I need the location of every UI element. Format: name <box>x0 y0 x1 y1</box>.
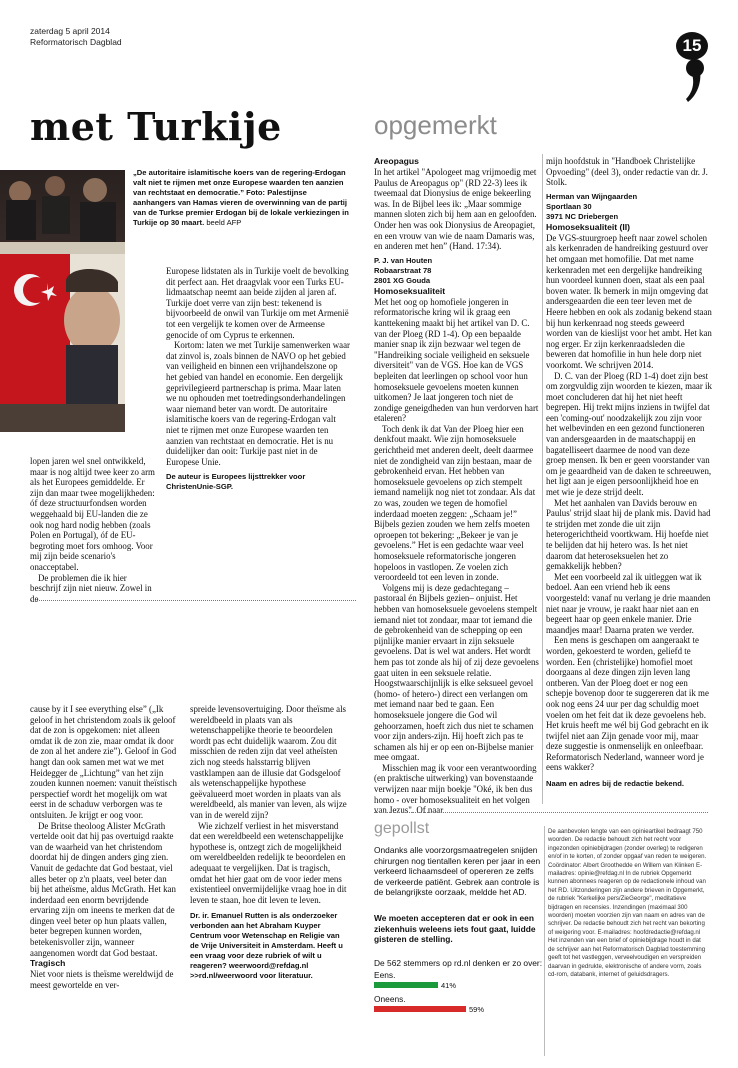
letters-col2 <box>546 156 712 789</box>
paragraph: Volgens mij is deze gedachtegang –pastoraal én Bijbels gezien– onjuist. Het hebben van homoseksuele gevoelens stempelt iemand niet tot zondaar, maar tot iemand die de gebrokenheid van de schepping op een pijnlijke manier ervaart in zijn seksuele gevoelens. Dat is wel wat anders. Het wordt hem pas tot zonde als hij of zij deze gevoelens gaat uiten in een seksuele relatie. Hoogstwaarschijnlijk is elke seksueel gevoel (homo- of hetero-) direct een verlangen om met iemand naar bed te gaan. Een homoseksuele jongere die God wil gehoorzamen, hoeft zich dus niet te schamen voor zijn anders-zijn. Hij hoeft zich pas te schamen als hij er op een on-Bijbelse manier mee omgaat. <box>374 582 539 763</box>
letter-signature-name: Herman van Wijngaarden <box>546 191 638 201</box>
paragraph: Wie zichzelf verliest in het misverstand dat een wereldbeeld een wetenschappelijke hypothese is, ontzegt zich de mogelijkheid om wereldbeelden redelijk te beoordelen en adequaat te vergelijken. Dat is tragisch, omdat het hier gaat om de voor ieder mens existentieel onvermijdelijke vraag hoe in dit leven te staan, hoe dit leven te leven. <box>190 820 347 905</box>
paragraph: Kortom: laten we met Turkije samenwerken waar dat zinvol is, zoals binnen de NAVO op het gebied van veiligheid en binnen een vrijhandelszone op het gebied van handel en economie. Een dergelijk geprivilegieerd partnerschap is prima. Maar laten we nu ophouden met toetredingsonderhandelingen waar niemand beter van wordt. De autoritaire islamitische koers van de regering-Erdogan valt niet te rijmen met onze Europese waarden ten aanzien van rechtstaat en democratie. Het is nu duidelijker dan ooit: Turkije past niet in de Europese Unie. <box>166 340 350 467</box>
paragraph: D. C. van der Ploeg (RD 1-4) doet zijn best om zorgvuldig zijn woorden te kiezen, maar ik moet concluderen dat hij het niet heeft begrepen. Hij trekt mijns inziens in twijfel dat een 'coming-out' noodzakelijk zou zijn voor het welbevinden en een gezond functioneren van andersgeaarden in de maatschappij en bagatelliseert daarmee de nood van deze groep mensen. Ik ben er geen voorstander van om je geaardheid van de daken te schreeuwen, het ligt aan je eigen persoonlijkheid hoe en met wie je deze strijd deelt. <box>546 370 712 498</box>
letter-title-areopagus: Areopagus <box>374 156 419 166</box>
article-bottom-col1 <box>30 704 178 990</box>
article-top-col2 <box>166 266 350 492</box>
letter-signature-city: 3971 NC Driebergen <box>546 211 619 221</box>
poll-percent-oneens: 59% <box>469 1005 485 1014</box>
editorial-info-box: De aanbevolen lengte van een opinieartikel bedraagt 750 woorden. De redactie behoudt zich het recht voor ingezonden opiniebijdragen (zonder overleg) te redigeren en/of in te korten, of zonder opgaaf van reden te weigeren. Coördinator: Albert Groothedde en Willem van Klinken E-mailadres: opinie@refdag.nl In de rubriek Opgemerkt kunnen abonnees reageren op de redactionele inhoud van het RD. Uitzonderingen zijn andere brieven in Opgemerkt, de rubriek "Kerkelijke pers/ZieGeorge", meditatieve bijdragen en recensies. Inzendingen (maximaal 300 woorden) moeten voorzien zijn van naam en adres van de schrijver. De redactie behoudt zich het recht van bekorting of weigering voor. E-mailadres: hoofdredactie@refdag.nl Het inzenden van een brief of opiniebijdrage houdt in dat de schrijver aan het Reformatorisch Dagblad toestemming geeft tot het vastleggen, verveelvoudigen en verspreiden daarvan in gedrukte, elektronische of andere vorm, zoals cd-rom, databank, internet of geluidsdragers. <box>548 828 707 978</box>
page-number: 15 <box>676 32 708 60</box>
newspaper-name: Reformatorisch Dagblad <box>30 37 122 47</box>
paragraph: lopen jaren wel snel ontwikkeld, maar is nog altijd twee keer zo arm als het Europees gemiddelde. Er zijn dan maar twee mogelijkheden: óf deze structuurfondsen worden weggehaald bij EU-landen die ze ook nog hard nodig hebben (zoals Polen en Portugal), óf de EU-begroting moet fors omhoog. Voor mij zijn beide scenario's onacceptabel. <box>30 456 155 572</box>
photo-credit: beeld AFP <box>206 218 242 227</box>
article-bottom-col2 <box>190 704 350 981</box>
poll-percent-eens: 41% <box>441 981 457 990</box>
paragraph: cause by it I see everything else” („Ik geloof in het christendom zoals ik geloof dat de zon is opgekomen: niet alleen omdat ik de zon zie, maar omdat ik door de zon al het andere zie”). Geloof in God hangt dan ook samen met wat we met Heidegger de „Lichtung” van het zijn zouden kunnen noemen: vanuit theïstisch perspectief wordt het mogelijk om wat eerst in de schaduw verborgen was te ontsluiten. Je krijgt er oog voor. <box>30 704 177 820</box>
letter-signature-city: 2801 XG Gouda <box>374 275 431 285</box>
poll-option-label: Oneens. <box>374 994 406 1004</box>
letter-signature-street: Robaarstraat 78 <box>374 265 432 275</box>
paragraph: mijn hoofdstuk in "Handboek Christelijke Opvoeding" (deel 3), onder redactie van dr. J. Stolk. <box>546 156 708 188</box>
letter-body: In het artikel "Apologeet mag vrijmoedig met Paulus de Areopagus op" (RD 22-3) lees ik tweemaal dat Dionysius de enige bekeerling was. In de Bijbel lees ik: „Maar sommige mannen sloten zich bij hem aan en geloofden. Onder hen was ook Dionysius de Areopagiet, en een vrouw van wie de naam Damaris was, en anderen met hen” (Hand. 17:34). <box>374 167 537 252</box>
section-title-opgemerkt: opgemerkt <box>374 110 497 140</box>
poll-question: We moeten accepteren dat er ook in een ziekenhuis weleens iets fout gaat, luidde gisteren de stelling. <box>374 913 536 945</box>
letters-col1 <box>374 156 540 816</box>
letter-signature-name: P. J. van Houten <box>374 255 433 265</box>
paragraph: Met het oog op homofiele jongeren in reformatorische kring wil ik graag een kanttekening maakt bij het artikel van D. C. van der Ploeg (RD 1-4). Op een bepaalde manier snap ik zijn bezwaar wel tegen de "Handreiking sociale veiligheid en seksuele diversiteit" van de VGS. Hoe kan de VGS bepleiten dat leerlingen op school voor hun homoseksuele gevoelens moeten kunnen uitkomen? Je laat jongeren toch niet de zondige geneigdheden van hun verdorven hart etaleren? <box>374 296 539 424</box>
section-divider <box>30 600 356 601</box>
poll-intro: Ondanks alle voorzorgsmaatregelen snijden chirurgen nog tientallen keren per jaar in een verkeerd lichaamsdeel of opereren ze zelfs de verkeerde patiënt. Gebrek aan controle is de belangrijkste oorzaak, meldde het AD. <box>374 845 541 898</box>
article-top-col1 <box>30 456 156 604</box>
article-headline: met Turkije <box>30 104 282 149</box>
comma-logo-icon <box>686 58 704 102</box>
column-rule <box>544 826 545 1056</box>
paragraph: Toch denk ik dat Van der Ploeg hier een denkfout maakt. Wie zijn homoseksuele gerichtheid met anderen deelt, deelt daarmee niet de zondigheid van zijn bestaan, maar de gebrokenheid ervan. Het hebben van homoseksuele gevoelens op zich stempelt iemand namelijk nog niet tot zondaar. Als dat zo was, zouden we tegen de homofiel inderdaad moeten zeggen: „Schaam je!” Bijbels gezien zouden we hem zelfs moeten oproepen tot bekering: „Bekeer je van je gevoelens.” Het is een gedachte waar veel homoseksuele reformatorische jongeren hopeloos in vastlopen. Ze voelen zich veroordeeld tot een leven in zonde. <box>374 423 536 583</box>
column-rule <box>542 154 543 804</box>
paragraph: Misschien mag ik voor een verantwoording (en praktische uitwerking) van bovenstaande verwijzen naar mijn boekje "Oké, ik ben dus homo - over homoseksualiteit en het volgen van Jezus". Of naar <box>374 762 537 816</box>
page-header <box>30 26 122 48</box>
poll-title: gepollst <box>374 820 430 837</box>
poll-bar-oneens <box>374 1006 466 1012</box>
paragraph: Europese lidstaten als in Turkije voelt de bevolking dit perfect aan. Het draagvlak voor een Turks EU-lidmaatschap neemt aan beide zijden al jaren af. Turkije doet verre van zijn best: tekenend is bijvoorbeeld de onwil van Turkije om met Armenië tot een vergelijk te komen over de Armeense genocide of om Cyprus te erkennen. <box>166 266 349 340</box>
photo-caption <box>133 168 351 228</box>
letter-title-homoseksualiteit-ii: Homoseksualiteit (II) <box>546 221 631 232</box>
poll-bar-eens <box>374 982 438 988</box>
paragraph: Met een voorbeeld zal ik uitleggen wat ik bedoel. Aan een vriend heb ik eens voorgesteld: vanaf nu verlang je drie maanden niet naar je vrouw, je raakt haar niet aan en begeert haar op geen enkele manier. Drie maandjes maar! Daarna praten we verder. <box>546 571 711 635</box>
anonymous-signature: Naam en adres bij de redactie bekend. <box>546 779 685 789</box>
paragraph: Niet voor niets is theïsme wereldwijd de meest gewortelde en ver- <box>30 969 174 990</box>
paragraph: De Britse theoloog Alister McGrath vertelde ooit dat hij pas overtuigd raakte van de waarheid van het christendom doordat hij de dingen anders ging zien. Vanuit de gedachte dat God bestaat, viel alles beter op z'n plaats, veel beter dan bij het atheïsme, aldus McGrath. Het kan inderdaad een enorm bevrijdende ervaring zijn om ineens te merken dat de dingen veel beter op hun plaats vallen, beter begrepen kunnen worden, betekenisvoller zijn, wanneer aangenomen wordt dat God bestaat. <box>30 820 176 958</box>
poll-option-label: Eens. <box>374 970 396 980</box>
paragraph: spreide levensovertuiging. Door theïsme als wereldbeeld in plaats van als wetenschappelijke theorie te beoordelen wordt pas echt duidelijk waarom. Zou dit misschien de reden zijn dat veel atheïsten zich nog steeds halsstarrig blijven vastklampen aan de illusie dat Godsgeloof als wetenschappelijke hypothese geëvalueerd moet worden in plaats van als wereldbeeld, als manier van leven, als wijze van in de wereld zijn? <box>190 704 347 820</box>
issue-date: zaterdag 5 april 2014 <box>30 26 110 36</box>
author-note: De auteur is Europees lijsttrekker voor ChristenUnie-SGP. <box>166 472 306 492</box>
poll-voter-count: De 562 stemmers op rd.nl denken er zo over: <box>374 958 543 968</box>
section-divider <box>374 812 708 813</box>
letter-title-homoseksualiteit: Homoseksualiteit <box>374 285 446 296</box>
author-note: Dr. ir. Emanuel Rutten is als onderzoeker verbonden aan het Abraham Kuyper Centrum voor Wetenschap en Religie van de Vrije Universiteit in Amsterdam. Heeft u een vraag voor deze rubriek of wilt u reageren? weerwoord@refdag.nl >>rd.nl/weerwoord voor literatuur. <box>190 911 343 981</box>
caption-text: „De autoritaire islamitische koers van de regering-Erdogan valt niet te rijmen met onze Europese waarden ten aanzien van rechtstaat en democratie.” Foto: Palestijnse aanhangers van Hamas vieren de overwinning van de partij van de Turkse premier Erdogan bij de lokale verkiezingen in Turkije op 30 maart. <box>133 168 349 227</box>
paragraph: Met het aanhalen van Davids berouw en Paulus' strijd slaat hij de plank mis. David had te strijden met zonde die uit zijn heterogerichtheid voortkwam. Hij hoefde niet te belijden dat hij hetero was. Is het niet daarom dat heteroseksuelen het zo gemakkelijk hebben? <box>546 497 711 572</box>
paragraph: Een mens is geschapen om aangeraakt te worden, gekoesterd te worden, geliefd te worden. Een (christelijke) homofiel moet doorgaans al deze dingen zijn leven lang ontberen. Van der Ploeg doet er nog een schepje bovenop door te suggereren dat ik me ook nog eens 24 uur per dag schuldig moet voelen om het feit dat ik deze gevoelens heb. Het kruis heeft me wél bij God gebracht en ik twijfel niet aan Zijn genade voor mij, maar deze suggestie is onmenselijk en onleefbaar. Reformatorisch Nederland, wanneer word je eens wakker? <box>546 635 709 773</box>
letter-signature-street: Sportlaan 30 <box>546 201 592 211</box>
paragraph: De problemen die ik hier beschrijf zijn niet nieuw. Zowel in de <box>30 572 152 604</box>
erdogan-poster-photo <box>0 170 125 432</box>
subheading-tragisch: Tragisch <box>30 958 66 969</box>
paragraph: De VGS-stuurgroep heeft naar zowel scholen als kerkenraden de handreiking gestuurd over het omgaan met homofilie. Dat met name kerkenraden met een dergelijke handreiking hun voordeel kunnen doen, staat als een paal boven water. Ik bemerk in mijn omgeving dat andersgeaarden die een teer leven met de Heere hebben en ook als zodanig bekend staan bij hun kerkenraad nog steeds geweerd worden van de kieslijst voor het ambt. Het kan nog erger. Er zijn kerkenraadsleden die beweren dat homofilie in hun hele dorp niet voorkomt. We schrijven 2014. <box>546 232 712 370</box>
